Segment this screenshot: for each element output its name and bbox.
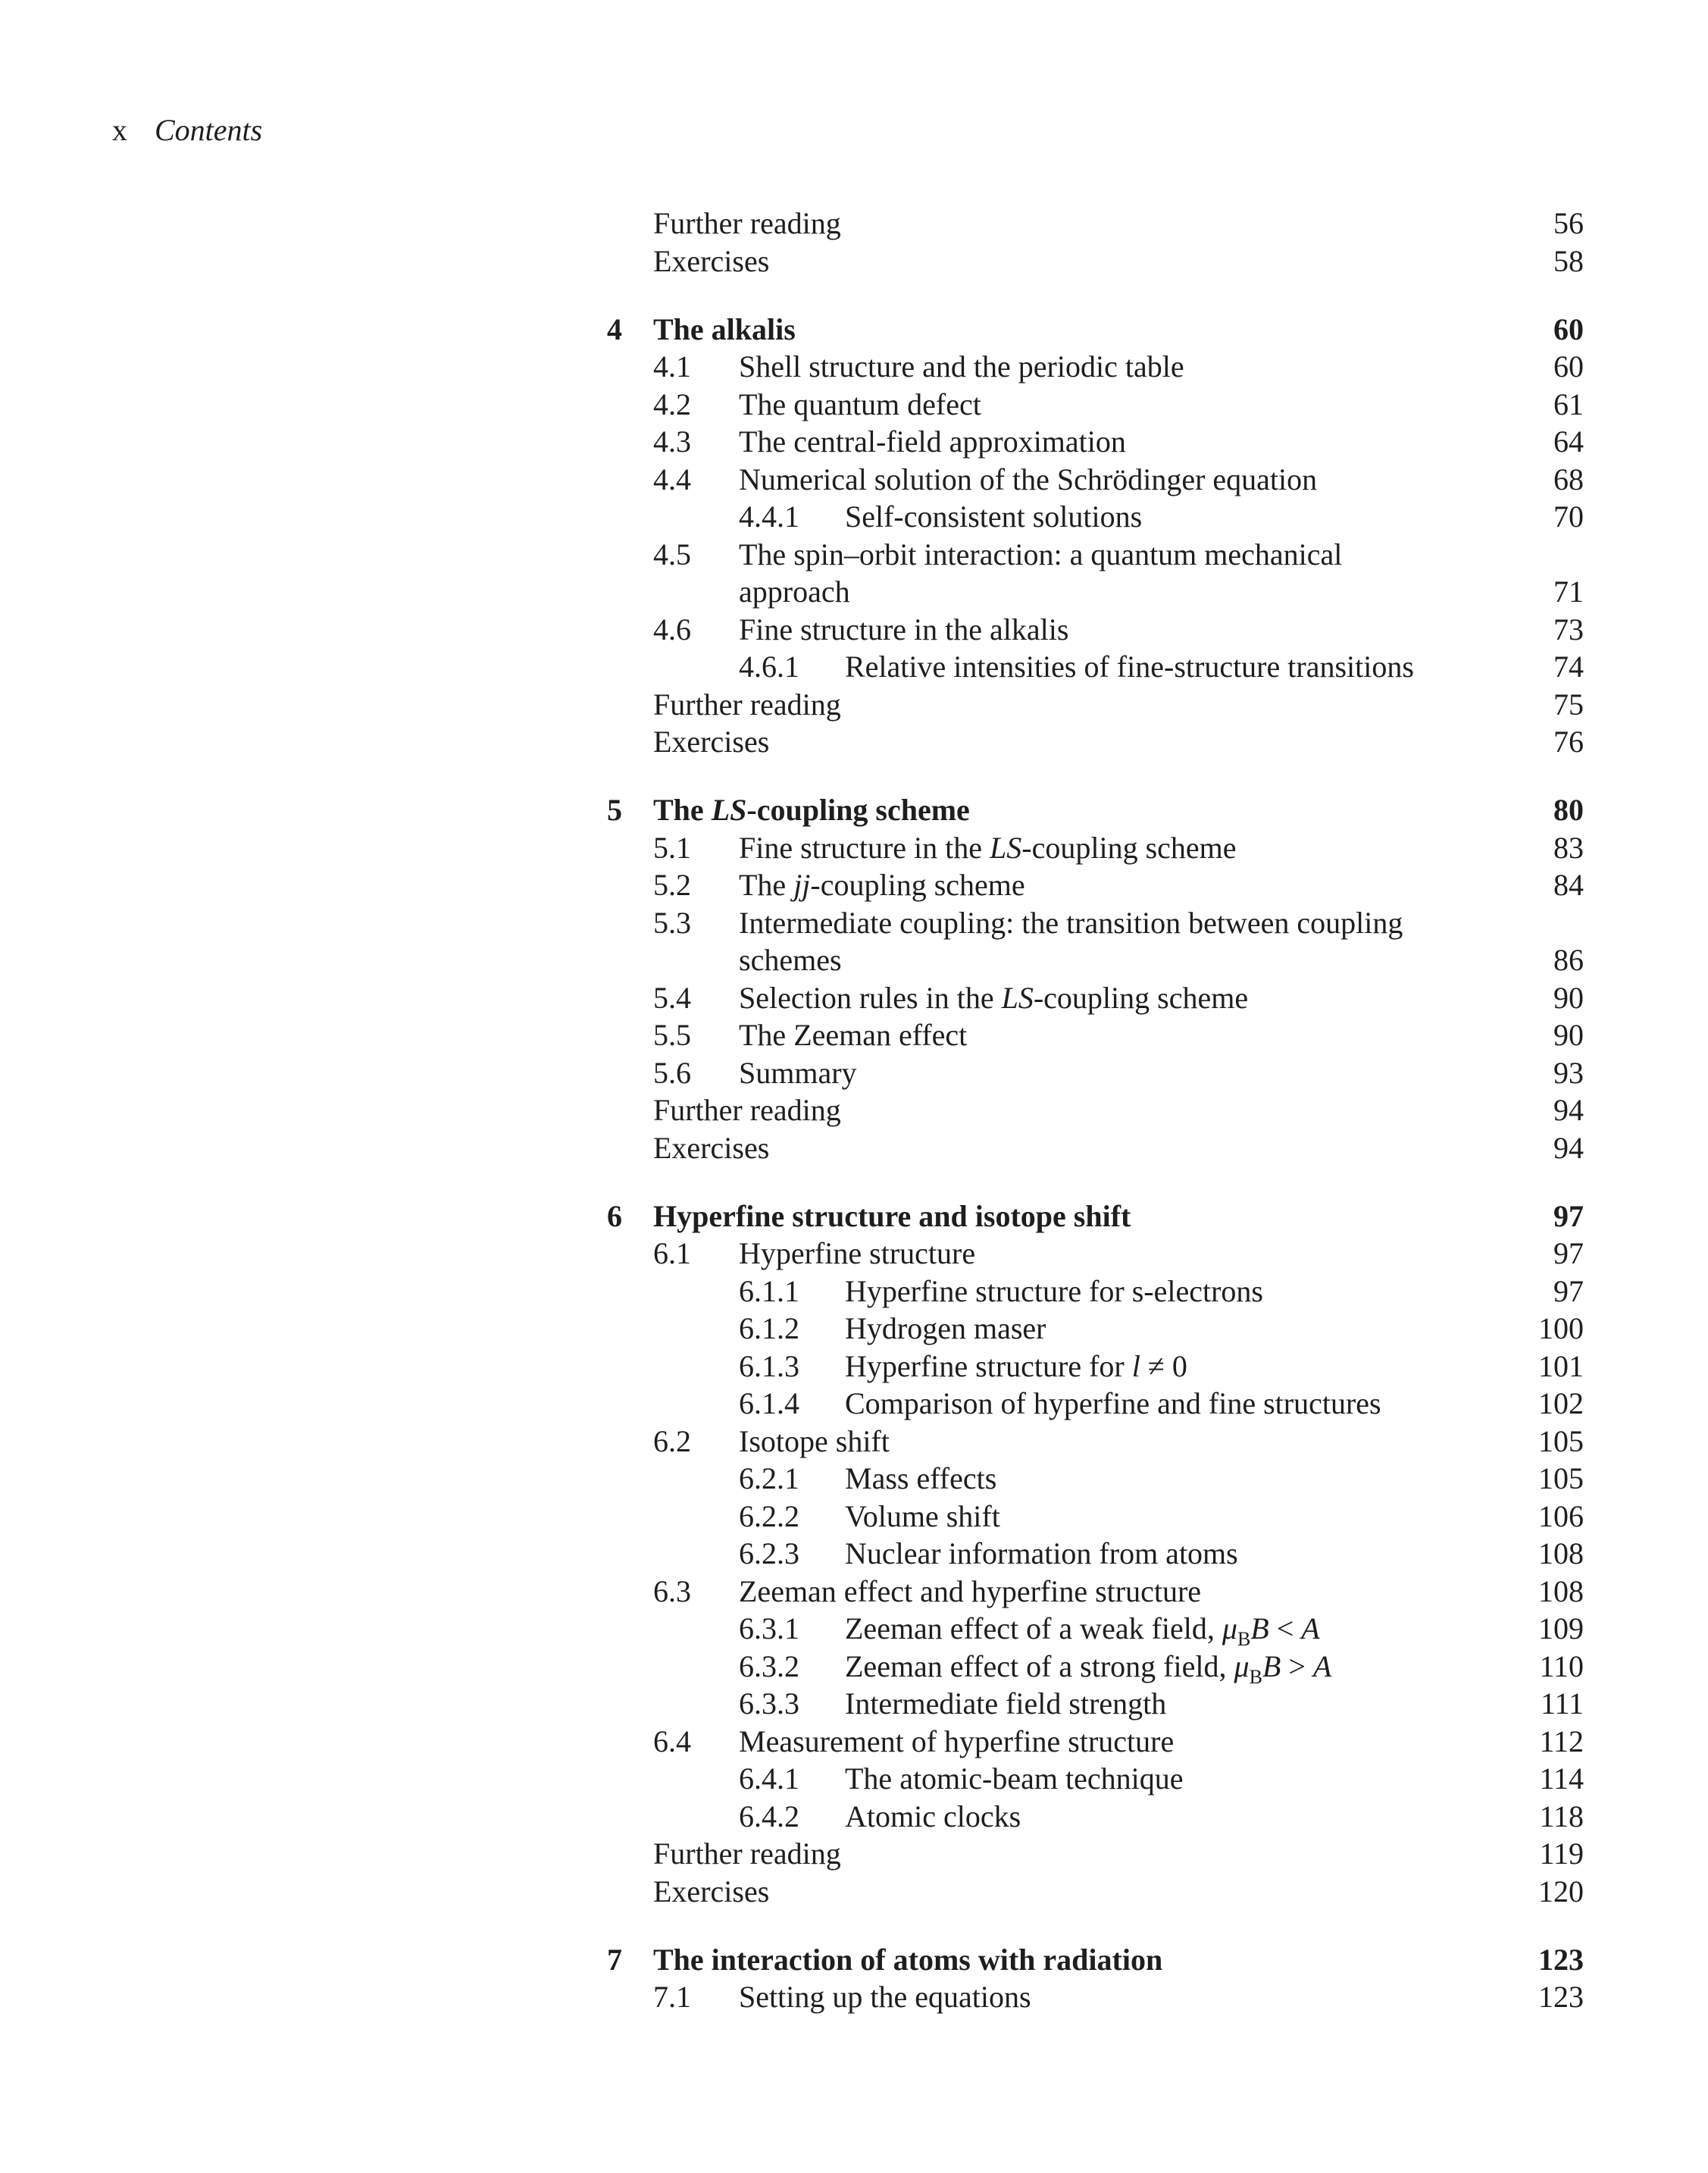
page-number: x: [112, 113, 127, 147]
section-number: 6.1: [653, 1236, 691, 1270]
section-title: Intermediate coupling: the transition between coupling: [739, 906, 1403, 940]
page-ref: 56: [1553, 206, 1584, 240]
section-title: Setting up the equations: [739, 1980, 1031, 2014]
section-number: 4.2: [653, 387, 691, 421]
toc-entry: [0, 1610, 1708, 1648]
section-title: The Zeeman effect: [739, 1018, 968, 1052]
section-number: 6.3: [653, 1574, 691, 1608]
page-ref: 90: [1553, 1018, 1584, 1052]
chapter-number: 4: [607, 312, 622, 346]
page-ref: 90: [1553, 981, 1584, 1015]
section-number: 4.1: [653, 349, 691, 384]
toc-entry: [0, 829, 1708, 867]
page-ref: 97: [1553, 1199, 1584, 1233]
page-ref: 83: [1553, 831, 1584, 865]
section-number: 4.6: [653, 612, 691, 647]
toc-entry: [0, 205, 1708, 243]
section-title-continued: approach: [739, 575, 850, 609]
section-number: 5.3: [653, 906, 691, 940]
subsection-title: Zeeman effect of a weak field, $\mu_BB < A$: [845, 1611, 1320, 1650]
chapter-number: 7: [607, 1943, 622, 1977]
toc-entry: [0, 648, 1708, 686]
toc-entry: [0, 1760, 1708, 1798]
toc-entry: [0, 1648, 1708, 1686]
toc-entry: [0, 1348, 1708, 1386]
subsection-title: Hydrogen maser: [845, 1311, 1046, 1345]
toc-entry: [0, 1460, 1708, 1498]
subsection-title: Intermediate field strength: [845, 1686, 1167, 1721]
page-ref: 80: [1553, 793, 1584, 827]
section-number: 4.5: [653, 537, 691, 571]
page-ref: 71: [1553, 575, 1584, 609]
section-title: Selection rules in the LS-coupling scheme: [739, 981, 1249, 1015]
toc-entry: [0, 1016, 1708, 1054]
section-number: 6.2: [653, 1424, 691, 1458]
endmatter-title: Further reading: [653, 1836, 841, 1871]
endmatter-title: Further reading: [653, 687, 841, 722]
endmatter-title: Further reading: [653, 206, 841, 240]
page-ref: 86: [1553, 943, 1584, 977]
toc-entry: [0, 1273, 1708, 1310]
chapter-number: 5: [607, 793, 622, 827]
section-title: Fine structure in the alkalis: [739, 612, 1069, 647]
section-number: 6.4: [653, 1724, 691, 1758]
page-ref: 112: [1539, 1724, 1584, 1758]
toc-entry: [0, 1723, 1708, 1761]
page-ref: 64: [1553, 424, 1584, 459]
subsection-number: 6.2.3: [739, 1536, 799, 1570]
section-number: 5.5: [653, 1018, 691, 1052]
chapter-entry: [0, 1941, 1708, 1979]
page-ref: 100: [1538, 1311, 1584, 1345]
page-ref: 119: [1539, 1836, 1584, 1871]
page-ref: 111: [1540, 1686, 1584, 1721]
section-title: Summary: [739, 1056, 857, 1090]
endmatter-title: Exercises: [653, 1874, 770, 1908]
section-title: Numerical solution of the Schrödinger equation: [739, 462, 1318, 496]
page-ref: 109: [1538, 1611, 1584, 1645]
toc-entry: [0, 243, 1708, 280]
subsection-number: 6.1.2: [739, 1311, 799, 1345]
toc-entry: [0, 498, 1708, 536]
section-title: Isotope shift: [739, 1424, 890, 1458]
toc-entry: [0, 386, 1708, 424]
subsection-number: 6.4.1: [739, 1761, 799, 1796]
page-ref: 58: [1553, 244, 1584, 278]
toc-entry: [0, 686, 1708, 724]
running-head-title: Contents: [155, 113, 263, 147]
page-ref: 97: [1553, 1274, 1584, 1308]
toc-entry: [0, 1385, 1708, 1423]
chapter-title: The LS-coupling scheme: [653, 793, 970, 827]
page-ref: 60: [1553, 349, 1584, 384]
subsection-number: 6.3.2: [739, 1649, 799, 1683]
section-title: Hyperfine structure: [739, 1236, 976, 1270]
page-ref: 120: [1538, 1874, 1584, 1908]
toc-entry: [0, 904, 1708, 942]
toc-entry: [0, 1054, 1708, 1092]
page-ref: 123: [1538, 1943, 1584, 1977]
toc-entry: [0, 611, 1708, 649]
toc-entry: [0, 1573, 1708, 1611]
subsection-title: The atomic-beam technique: [845, 1761, 1184, 1796]
page-ref: 68: [1553, 462, 1584, 496]
toc-entry: [0, 461, 1708, 499]
page-ref: 84: [1553, 868, 1584, 902]
page-ref: 101: [1538, 1349, 1584, 1383]
subsection-number: 6.2.2: [739, 1499, 799, 1533]
page-ref: 123: [1538, 1980, 1584, 2014]
subsection-number: 4.6.1: [739, 650, 799, 684]
subsection-number: 6.3.3: [739, 1686, 799, 1721]
page-ref: 93: [1553, 1056, 1584, 1090]
toc-entry: [0, 1873, 1708, 1911]
page-ref: 74: [1553, 650, 1584, 684]
subsection-title: Relative intensities of fine-structure transitions: [845, 650, 1414, 684]
page-ref: 97: [1553, 1236, 1584, 1270]
section-title-continued: schemes: [739, 943, 842, 977]
toc-entry: [0, 1978, 1708, 2016]
page-ref: 76: [1553, 725, 1584, 759]
endmatter-title: Exercises: [653, 244, 770, 278]
page-ref: 108: [1538, 1574, 1584, 1608]
page-ref: 105: [1538, 1461, 1584, 1495]
endmatter-title: Exercises: [653, 725, 770, 759]
section-title: Fine structure in the LS-coupling scheme: [739, 831, 1237, 865]
subsection-number: 6.4.2: [739, 1799, 799, 1833]
page-ref: 94: [1553, 1093, 1584, 1127]
page-ref: 94: [1553, 1131, 1584, 1165]
page-ref: 118: [1539, 1799, 1584, 1833]
section-title: The spin–orbit interaction: a quantum mechanical: [739, 537, 1343, 571]
toc-entry: [0, 723, 1708, 761]
toc-entry: [0, 536, 1708, 574]
page-ref: 114: [1539, 1761, 1584, 1796]
page-ref: 106: [1538, 1499, 1584, 1533]
page-ref: 73: [1553, 612, 1584, 647]
page-ref: 75: [1553, 687, 1584, 722]
page-ref: 70: [1553, 499, 1584, 534]
chapter-number: 6: [607, 1199, 622, 1233]
toc-entry: [0, 1310, 1708, 1348]
section-title: Zeeman effect and hyperfine structure: [739, 1574, 1202, 1608]
toc-entry: [0, 1423, 1708, 1461]
subsection-number: 6.1.3: [739, 1349, 799, 1383]
chapter-entry: [0, 1198, 1708, 1235]
chapter-entry: [0, 791, 1708, 829]
chapter-title: Hyperfine structure and isotope shift: [653, 1199, 1131, 1233]
subsection-number: 6.1.4: [739, 1386, 799, 1420]
endmatter-title: Further reading: [653, 1093, 841, 1127]
toc-entry: [0, 1498, 1708, 1536]
chapter-title: The alkalis: [653, 312, 796, 346]
page-ref: 61: [1553, 387, 1584, 421]
page-ref: 105: [1538, 1424, 1584, 1458]
toc-entry: [0, 1535, 1708, 1573]
page-ref: 102: [1538, 1386, 1584, 1420]
page-ref: 60: [1553, 312, 1584, 346]
section-number: 5.1: [653, 831, 691, 865]
subsection-number: 6.1.1: [739, 1274, 799, 1308]
section-title: The jj-coupling scheme: [739, 868, 1025, 902]
subsection-title: Hyperfine structure for s-electrons: [845, 1274, 1263, 1308]
section-number: 5.4: [653, 981, 691, 1015]
section-number: 4.4: [653, 462, 691, 496]
toc-entry: [0, 1235, 1708, 1273]
section-title: The central-field approximation: [739, 424, 1126, 459]
subsection-title: Hyperfine structure for l ≠ 0: [845, 1349, 1187, 1383]
section-number: 5.2: [653, 868, 691, 902]
page-ref: 110: [1539, 1649, 1584, 1683]
subsection-title: Volume shift: [845, 1499, 1000, 1533]
subsection-number: 6.3.1: [739, 1611, 799, 1645]
section-number: 4.3: [653, 424, 691, 459]
section-number: 5.6: [653, 1056, 691, 1090]
toc-entry: [0, 1129, 1708, 1167]
endmatter-title: Exercises: [653, 1131, 770, 1165]
subsection-title: Comparison of hyperfine and fine structures: [845, 1386, 1381, 1420]
subsection-title: Mass effects: [845, 1461, 997, 1495]
toc-entry: [0, 573, 1708, 611]
subsection-title: Self-consistent solutions: [845, 499, 1143, 534]
subsection-number: 6.2.1: [739, 1461, 799, 1495]
toc-entry: [0, 866, 1708, 904]
toc-entry: [0, 348, 1708, 386]
subsection-title: Zeeman effect of a strong field, $\mu_BB > A$: [845, 1649, 1332, 1688]
subsection-number: 4.4.1: [739, 499, 799, 534]
subsection-title: Atomic clocks: [845, 1799, 1021, 1833]
toc-entry: [0, 941, 1708, 979]
toc-entry: [0, 1835, 1708, 1873]
chapter-entry: [0, 311, 1708, 349]
chapter-title: The interaction of atoms with radiation: [653, 1943, 1163, 1977]
page-ref: 108: [1538, 1536, 1584, 1570]
section-title: Measurement of hyperfine structure: [739, 1724, 1175, 1758]
section-number: 7.1: [653, 1980, 691, 2014]
section-title: The quantum defect: [739, 387, 981, 421]
toc-entry: [0, 423, 1708, 461]
subsection-title: Nuclear information from atoms: [845, 1536, 1238, 1570]
toc-entry: [0, 979, 1708, 1017]
section-title: Shell structure and the periodic table: [739, 349, 1184, 384]
toc-entry: [0, 1798, 1708, 1836]
toc-entry: [0, 1091, 1708, 1129]
toc-entry: [0, 1685, 1708, 1723]
